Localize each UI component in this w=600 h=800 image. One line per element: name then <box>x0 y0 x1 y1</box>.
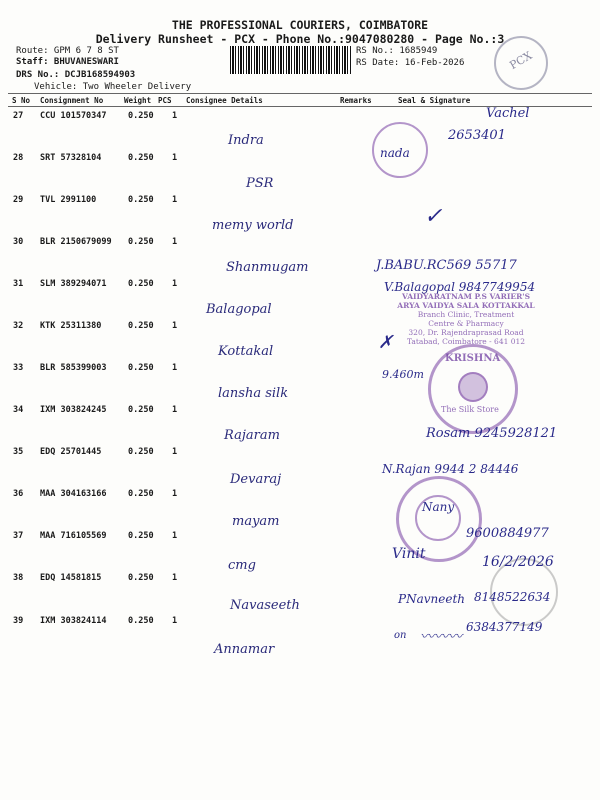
signature-row-36-mark: Nany <box>422 500 455 514</box>
staff-label: Staff: BHUVANESWARI <box>16 57 119 67</box>
row-weight: 0.250 <box>128 195 154 205</box>
row-pcs: 1 <box>172 195 178 205</box>
row-sno: 29 <box>13 195 24 205</box>
rs-number: RS No.: 1685949 <box>356 46 438 56</box>
vaidya-stamp-line2: ARYA VAIDYA SALA KOTTAKKAL <box>397 301 535 310</box>
row-sno: 38 <box>13 573 24 583</box>
drs-label: DRS No.: DCJB168594903 <box>16 70 136 80</box>
row-sno: 27 <box>13 111 24 121</box>
header-top-rule <box>8 93 592 94</box>
col-consignee-details: Consignee Details <box>186 96 263 105</box>
row-consignee: Annamar <box>214 642 275 657</box>
row-consignment-no: EDQ 14581815 <box>40 573 102 583</box>
row-weight: 0.250 <box>128 405 154 415</box>
row-consignment-no: IXM 303824114 <box>40 616 107 626</box>
col-sno: S No <box>12 96 31 105</box>
row-sno: 39 <box>13 616 24 626</box>
row-consignee: cmg <box>228 558 256 573</box>
row-consignment-no: BLR 2150679099 <box>40 237 112 247</box>
row-sno: 30 <box>13 237 24 247</box>
row-consignee: memy world <box>212 218 294 233</box>
row-pcs: 1 <box>172 405 178 415</box>
row-weight: 0.250 <box>128 321 154 331</box>
row-consignment-no: EDQ 25701445 <box>40 447 102 457</box>
row-pcs: 1 <box>172 321 178 331</box>
vehicle-label: Vehicle: Two Wheeler Delivery <box>34 82 192 92</box>
rs-date: RS Date: 16-Feb-2026 <box>356 58 465 68</box>
row-consignee: Kottakal <box>218 344 274 359</box>
signature-row-37-phone: 9600884977 <box>466 526 549 541</box>
row-consignment-no: MAA 716105569 <box>40 531 107 541</box>
row-weight: 0.250 <box>128 447 154 457</box>
row-pcs: 1 <box>172 573 178 583</box>
row-consignee: mayam <box>232 514 280 529</box>
col-seal-signature: Seal & Signature <box>398 96 471 105</box>
row-weight: 0.250 <box>128 153 154 163</box>
signature-row-38-phone: 8148522634 <box>474 590 551 604</box>
row-pcs: 1 <box>172 489 178 499</box>
row-weight: 0.250 <box>128 489 154 499</box>
row-consignment-no: TVL 2991100 <box>40 195 97 205</box>
krishna-logo-icon <box>458 372 488 402</box>
krishna-stamp-name: KRISHNA <box>445 353 501 364</box>
signature-row-31: V.Balagopal 9847749954 <box>384 280 536 294</box>
row-weight: 0.250 <box>128 237 154 247</box>
row-sno: 35 <box>13 447 24 457</box>
row-pcs: 1 <box>172 363 178 373</box>
row-pcs: 1 <box>172 237 178 247</box>
row-pcs: 1 <box>172 616 178 626</box>
row-consignment-no: MAA 304163166 <box>40 489 107 499</box>
row-weight: 0.250 <box>128 531 154 541</box>
row-weight: 0.250 <box>128 573 154 583</box>
row-sno: 34 <box>13 405 24 415</box>
signature-row-35: N.Rajan 9944 2 84446 <box>382 462 519 476</box>
row-consignee: Navaseeth <box>230 598 300 613</box>
vaidya-stamp-line1: VAIDYARATNAM P.S VARIER'S <box>401 292 531 301</box>
row-pcs: 1 <box>172 531 178 541</box>
row-pcs: 1 <box>172 279 178 289</box>
row-consignee: Rajaram <box>224 428 280 443</box>
signature-row-32-mark: ✗ <box>378 332 394 353</box>
row-sno: 33 <box>13 363 24 373</box>
pcx-stamp <box>494 36 548 90</box>
signature-row-38-name: PNavneeth <box>398 592 465 606</box>
signature-row-37-name: Vinit <box>392 546 426 562</box>
signature-row-33: 9.460m <box>382 368 424 381</box>
row-sno: 37 <box>13 531 24 541</box>
krishna-silk-stamp <box>428 344 518 434</box>
row-consignee: Devaraj <box>230 472 282 487</box>
row-consignee: Shanmugam <box>226 260 309 275</box>
row-sno: 28 <box>13 153 24 163</box>
route-label: Route: GPM 6 7 8 ST <box>16 46 119 56</box>
row-consignment-no: SLM 389294071 <box>40 279 107 289</box>
row-consignee: Indra <box>228 133 264 148</box>
row-consignment-no: SRT 57328104 <box>40 153 102 163</box>
company-title: THE PROFESSIONAL COURIERS, COIMBATORE <box>171 18 429 32</box>
signature-row-27-number: 2653401 <box>448 128 506 143</box>
vaidya-stamp-line3: Branch Clinic, Treatment <box>417 310 515 319</box>
signature-row-29-mark: ✓ <box>424 204 443 229</box>
col-consignment-no: Consignment No <box>40 96 104 105</box>
krishna-stamp-subtitle: The Silk Store <box>441 405 499 414</box>
row-pcs: 1 <box>172 111 178 121</box>
runsheet-subtitle: Delivery Runsheet - PCX - Phone No.:9047080280 - Page No.:3 <box>95 32 505 46</box>
col-remarks: Remarks <box>340 96 372 105</box>
row-weight: 0.250 <box>128 363 154 373</box>
row-weight: 0.250 <box>128 279 154 289</box>
row-consignee: PSR <box>246 176 274 191</box>
signature-row-34: Rosam 9245928121 <box>426 426 558 441</box>
signature-row-27-initials: Vachel <box>486 106 530 121</box>
col-pcs: PCS <box>158 96 172 105</box>
row-consignment-no: KTK 25311380 <box>40 321 102 331</box>
row-sno: 32 <box>13 321 24 331</box>
barcode <box>230 46 352 74</box>
row-weight: 0.250 <box>128 616 154 626</box>
vaidya-stamp-line5: 320, Dr. Rajendraprasad Road <box>408 328 524 337</box>
row-pcs: 1 <box>172 447 178 457</box>
signature-row-39-scribble: 〰〰〰 <box>420 629 462 645</box>
vaidya-stamp-line6: Tatabad, Coimbatore - 641 012 <box>406 337 526 346</box>
signature-row-27-mark: nada <box>380 146 410 160</box>
row-consignment-no: IXM 303824245 <box>40 405 107 415</box>
signature-row-30: J.BABU.RC569 55717 <box>376 258 517 273</box>
row-sno: 31 <box>13 279 24 289</box>
pcx-stamp-text: PCX <box>507 48 535 73</box>
row-consignee: Balagopal <box>206 302 272 317</box>
col-weight: Weight <box>124 96 152 105</box>
row-consignee: lansha silk <box>218 386 289 401</box>
signature-row-39-phone: 6384377149 <box>466 620 543 634</box>
vaidya-sala-stamp <box>378 292 554 346</box>
row-consignment-no: BLR 585399003 <box>40 363 107 373</box>
signature-row-37-date: 16/2/2026 <box>482 554 554 570</box>
vaidya-stamp-line4: Centre & Pharmacy <box>428 319 504 328</box>
row-sno: 36 <box>13 489 24 499</box>
row-consignment-no: CCU 101570347 <box>40 111 107 121</box>
row-weight: 0.250 <box>128 111 154 121</box>
signature-row-39-prefix: on <box>394 630 407 641</box>
row-pcs: 1 <box>172 153 178 163</box>
